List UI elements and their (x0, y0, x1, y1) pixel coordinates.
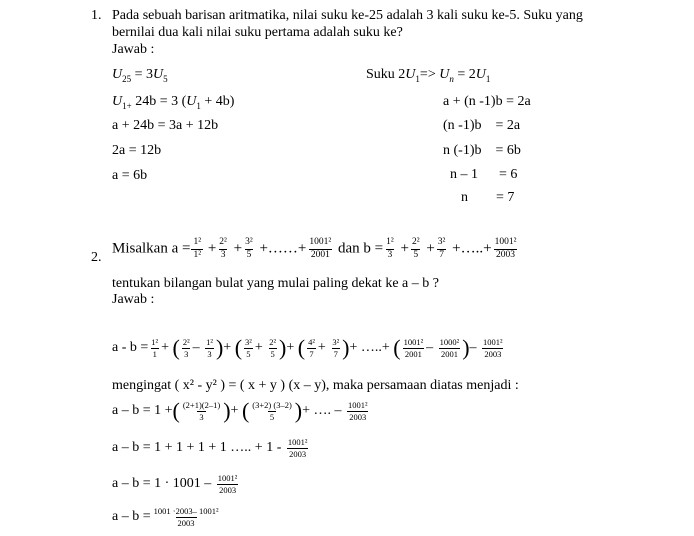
p2-step-4: a – b = 1 · 1001 – $\frac{\text{1001²}}{2003}$ (112, 473, 238, 495)
p1-right-step-1: Suku $2U_1=> U_n = 2U_1$ (366, 67, 491, 84)
p2-step-5: a – b = $\frac{\text{1001 ·2003– 1001²}}{2003}$ (112, 506, 219, 528)
problem-1-number: 1. (91, 8, 102, 23)
p2-step-2: a – b = 1 +( $\frac{(2+1)(2-1)}{3}$ )+ ( $\frac{(3+2) (3-2)}{5}$ )+ …. – $\frac{\text{1001²}}{2003}$ (112, 398, 368, 424)
p1-left-step-3: a + 24b = 3a + 12b (112, 118, 219, 133)
p1-left-step-5: a = 6b (112, 168, 148, 183)
p2-recall: mengingat ( x² - y² ) = ( x + y ) (x – y), maka persamaan diatas menjadi : (112, 378, 519, 393)
p1-left-step-2: $U_{1+}$ 24b = 3 $(U_1 + 4b)$ (112, 94, 235, 111)
p2-definition: Misalkan a = $\frac{\text{1²}}{\text{1²}}$ + $\frac{\text{2²}}{3}$ + $\frac{\text{3²}}{5}$ +……+ $\frac{\text{1001²}}{2001}$ dan b = $\frac{\text{1²}}{3}$ + $\frac{\text{2²}}{5}$ + $\frac{\text{3²}}{7}$ +…..+ $\frac{\text{1001²}}{2003}$ (112, 237, 517, 260)
p1-right-step-2: a + (n -1)b = 2a (443, 94, 531, 109)
p2-step-1: a - b = $\frac{\text{1²}}{1}$ + ( $\frac{\text{2²}}{3}$ – $\frac{\text{1²}}{3}$ )+ ( $\frac{\text{3²}}{5}$ + $\frac{\text{2²}}{5}$ )+ ( $\frac{\text{4²}}{7}$ + $\frac{\text{3²}}{7}$ )+ …..+ ( $\frac{\text{1001²}}{2001}$ – $\frac{\text{1000²}}{2001}$ )– $\frac{\text{1001²}}{2003}$ (112, 335, 503, 361)
p2-question: tentukan bilangan bulat yang mulai paling dekat ke a – b ? (112, 276, 439, 291)
p1-right-step-5: n – 1 = 6 (450, 167, 518, 182)
p1-right-step-3: (n -1)b = 2a (443, 118, 521, 133)
p2-answer-label: Jawab : (112, 292, 155, 307)
problem-1-text-line-1: Pada sebuah barisan aritmatika, nilai suku ke-25 adalah 3 kali suku ke-5. Suku yang (112, 8, 583, 23)
p1-right-step-6: n = 7 (461, 190, 515, 205)
problem-1-text-line-2: bernilai dua kali nilai suku pertama adalah suku ke? (112, 25, 403, 40)
p1-right-step-4: n (-1)b = 6b (443, 143, 521, 158)
problem-1-answer-label: Jawab : (112, 42, 155, 57)
p2-step-3: a – b = 1 + 1 + 1 + 1 ….. + 1 - $\frac{\text{1001²}}{2003}$ (112, 437, 308, 459)
p1-left-step-4: 2a = 12b (112, 143, 162, 158)
p1-left-step-1: $U_{25} = 3U_5$ (112, 67, 168, 84)
problem-2-number: 2. (91, 250, 102, 265)
